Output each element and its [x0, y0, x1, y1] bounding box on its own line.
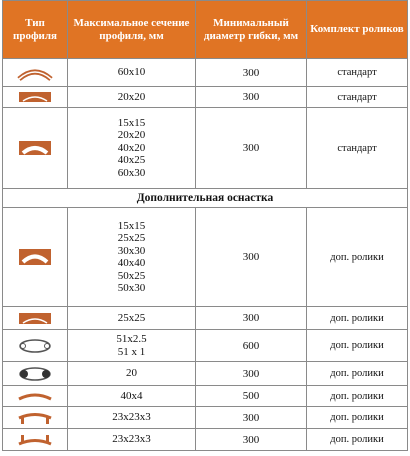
size-value: 50x30	[117, 282, 146, 294]
size-value: 20	[126, 367, 137, 380]
header-roller-kit: Комплект роликов	[307, 1, 408, 59]
min-diameter-value: 300	[196, 307, 307, 330]
profile-angle-icon	[15, 410, 55, 426]
size-value: 20x20	[117, 129, 146, 142]
min-diameter-value: 300	[196, 208, 307, 307]
table-row	[3, 87, 408, 108]
min-diameter-value: 500	[196, 386, 307, 407]
section-row	[3, 189, 408, 208]
min-diameter-value: 300	[196, 108, 307, 189]
table-row	[3, 108, 408, 189]
header-min-diameter: Минимальный диаметр гибки, мм	[196, 1, 307, 59]
min-diameter-value: 300	[196, 59, 307, 87]
min-diameter-value: 600	[196, 330, 307, 362]
profile-round-solid-icon	[15, 365, 55, 383]
profile-spec-table	[2, 0, 408, 451]
size-value: 25x25	[117, 311, 146, 324]
header-profile-type: Тип профиля	[3, 1, 68, 59]
profile-square-solid-icon	[15, 310, 55, 326]
size-value: 50x25	[117, 269, 146, 282]
size-value: 51x2.5	[116, 333, 147, 345]
table-row	[3, 362, 408, 386]
size-value: 30x30	[117, 244, 146, 257]
table-row	[3, 407, 408, 429]
size-value: 15x15	[117, 219, 146, 232]
kit-value: стандарт	[307, 59, 408, 87]
header-max-section: Максимальное сечение профиля, мм	[68, 1, 196, 59]
size-value: 40x20	[117, 141, 146, 154]
kit-value: доп. ролики	[307, 330, 408, 362]
profile-flat-bar-icon	[15, 63, 55, 83]
size-value: 51 x 1	[117, 345, 146, 358]
min-diameter-value: 300	[196, 362, 307, 386]
kit-value: доп. ролики	[307, 208, 408, 307]
kit-value: стандарт	[307, 87, 408, 108]
profile-round-tube-icon	[15, 336, 55, 356]
profile-rect-tube-icon	[15, 137, 55, 159]
size-value: 60x10	[117, 66, 146, 79]
kit-value: доп. ролики	[307, 407, 408, 429]
table-row	[3, 429, 408, 451]
kit-value: доп. ролики	[307, 307, 408, 330]
profile-square-tube-icon	[15, 245, 55, 269]
table-header-row	[3, 1, 408, 59]
size-value: 15x15	[117, 116, 146, 129]
size-value: 40x40	[117, 257, 146, 269]
size-value: 40x25	[117, 154, 146, 167]
table-row	[3, 307, 408, 330]
size-value: 20x20	[117, 90, 146, 103]
size-value: 23x23x3	[112, 411, 151, 424]
min-diameter-value: 300	[196, 429, 307, 451]
table-row	[3, 386, 408, 407]
profile-strip-icon	[15, 389, 55, 403]
table-row	[3, 208, 408, 307]
min-diameter-value: 300	[196, 407, 307, 429]
size-value: 23x23x3	[112, 433, 151, 446]
kit-value: доп. ролики	[307, 386, 408, 407]
section-title: Дополнительная оснастка	[3, 189, 408, 208]
table-row	[3, 330, 408, 362]
profile-angle-inverted-icon	[15, 432, 55, 448]
kit-value: доп. ролики	[307, 362, 408, 386]
size-value: 60x30	[117, 166, 146, 179]
kit-value: стандарт	[307, 108, 408, 189]
kit-value: доп. ролики	[307, 429, 408, 451]
min-diameter-value: 300	[196, 87, 307, 108]
table-row	[3, 59, 408, 87]
size-value: 40x4	[120, 389, 143, 402]
profile-square-bar-icon	[15, 89, 55, 105]
size-value: 25x25	[117, 232, 146, 244]
